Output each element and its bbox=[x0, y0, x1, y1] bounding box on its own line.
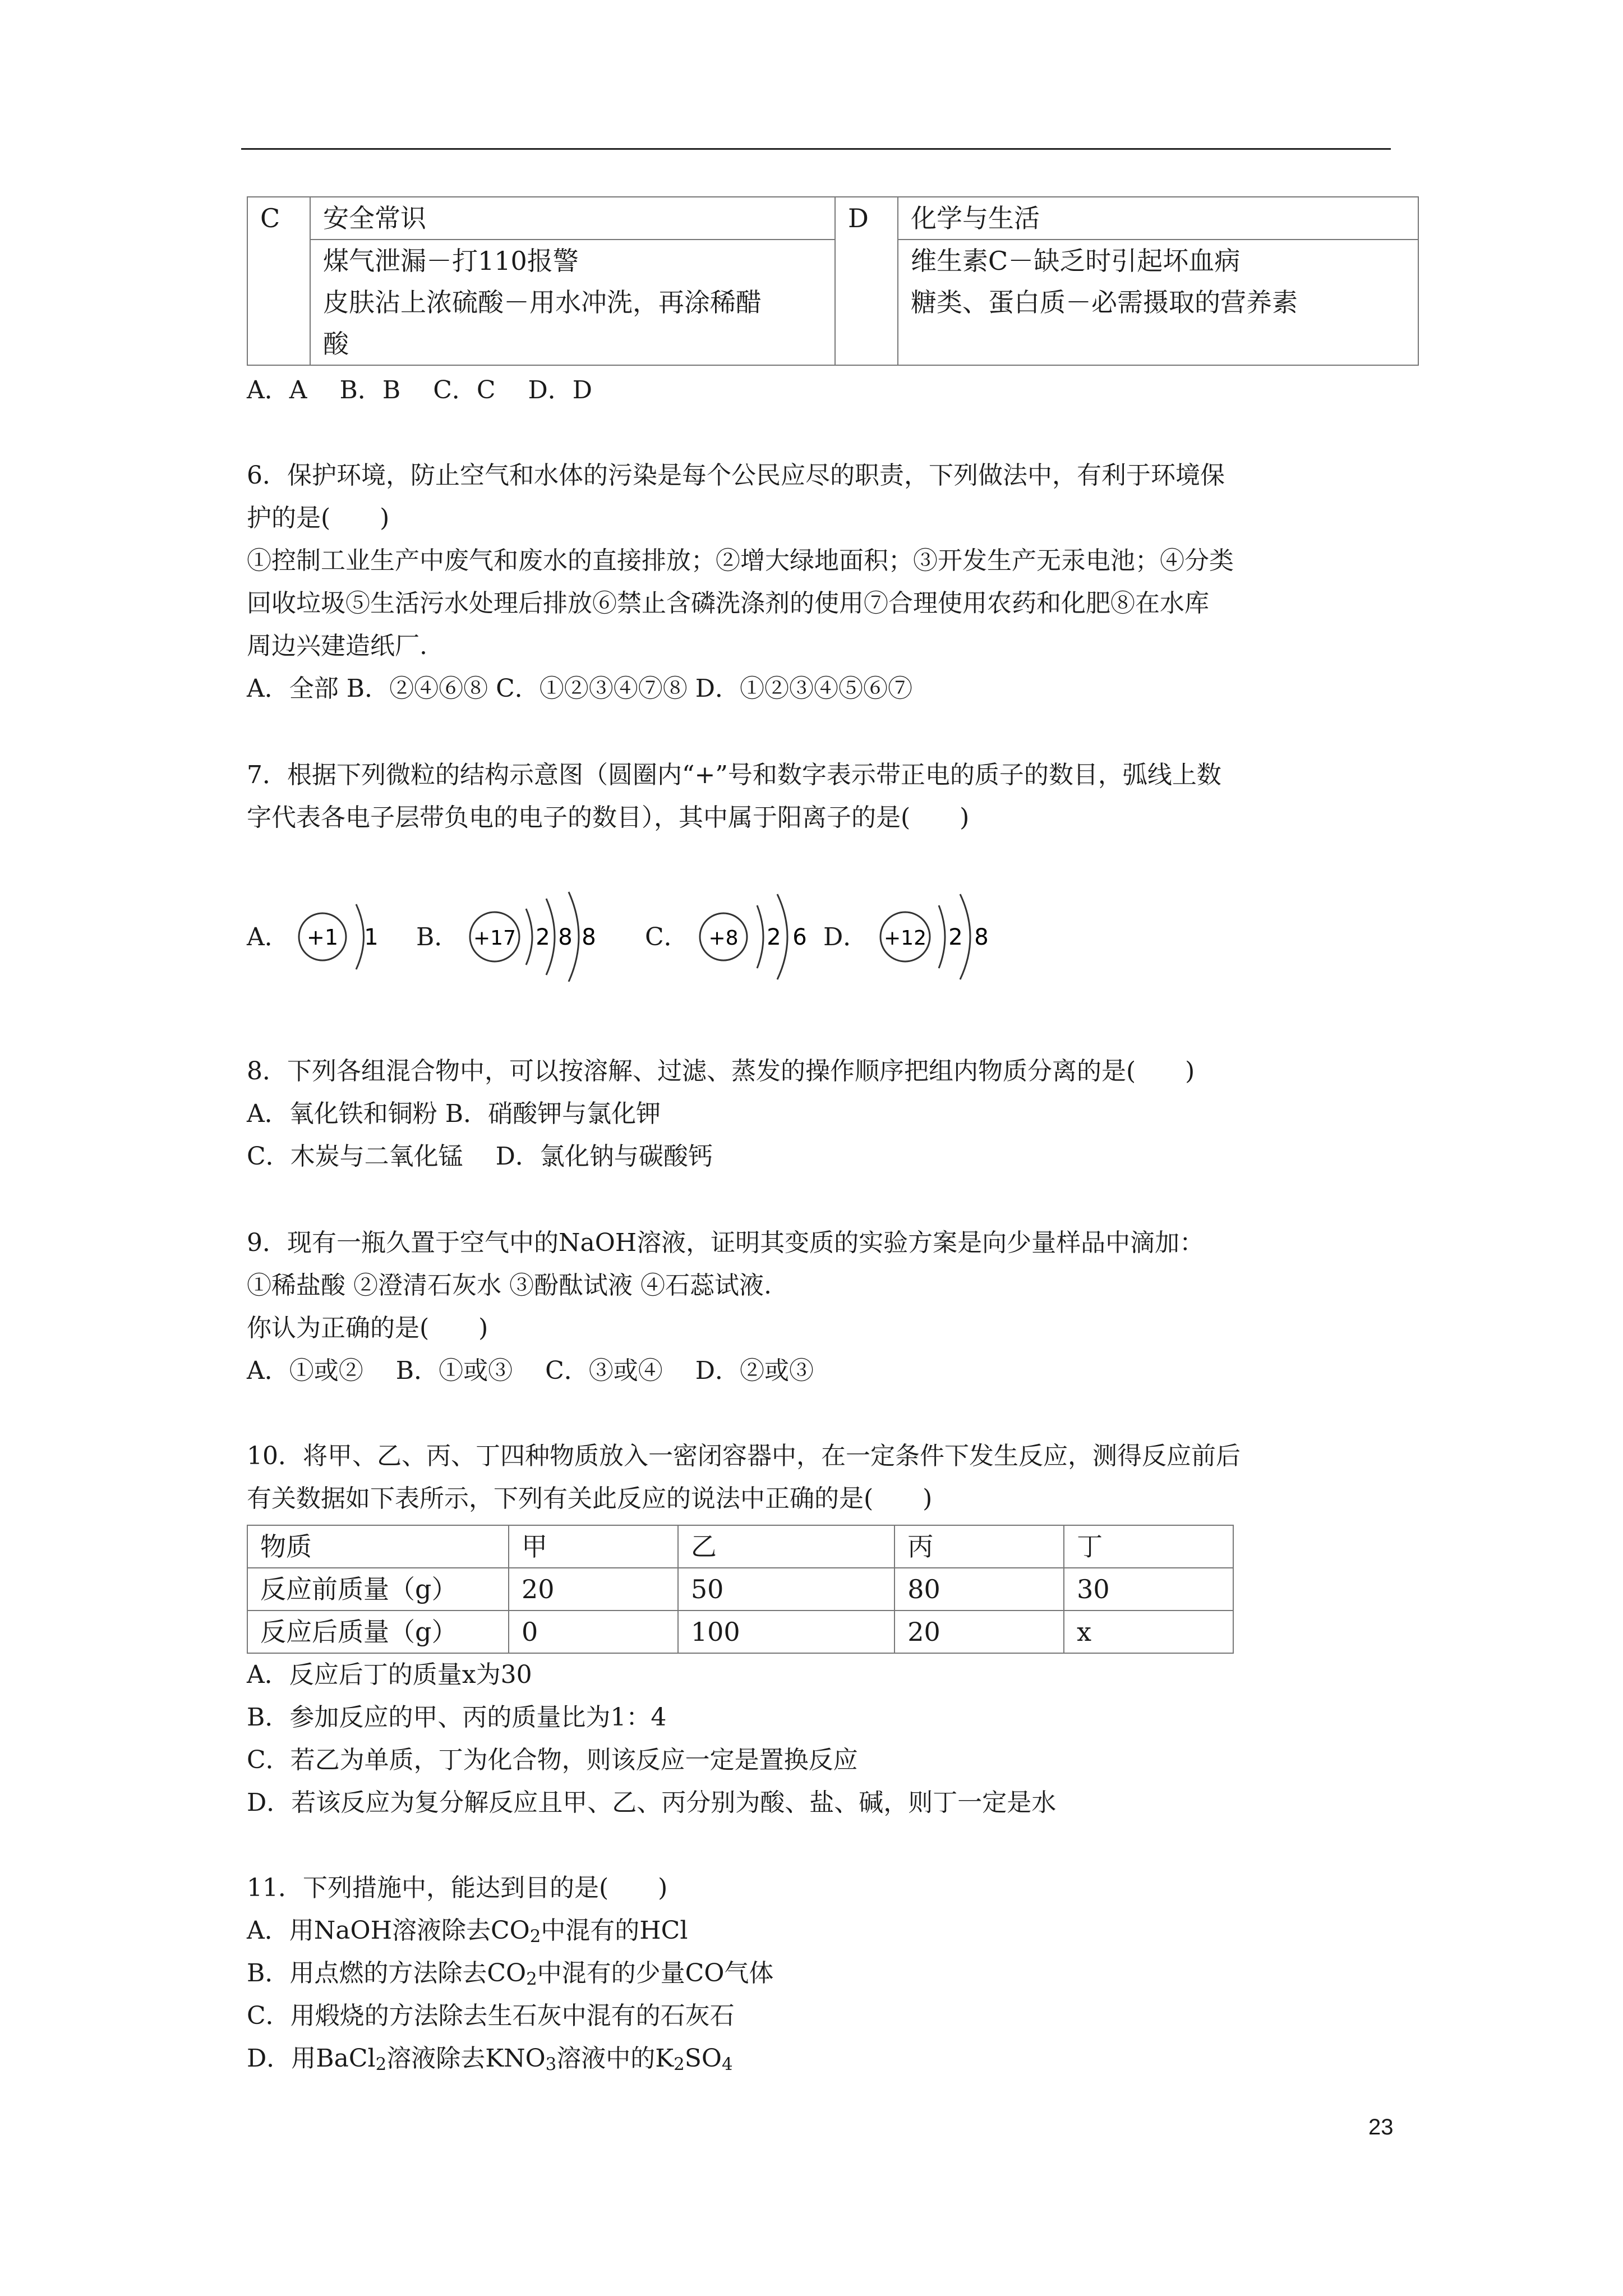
c-line: 皮肤沾上浓硫酸－用水冲洗，再涂稀醋 bbox=[323, 287, 762, 318]
q10-option: D．若该反应为复分解反应且甲、乙、丙分别为酸、盐、碱，则丁一定是水 bbox=[247, 1788, 1057, 1817]
shell-count: 6 bbox=[792, 924, 807, 950]
header-cell: 甲 bbox=[509, 1525, 678, 1568]
q10-option: B．参加反应的甲、丙的质量比为1：4 bbox=[247, 1703, 667, 1732]
table-cell: 50 bbox=[678, 1568, 895, 1611]
q8-options-cd: C．木炭与二氧化锰 D．氯化钠与碳酸钙 bbox=[247, 1142, 713, 1171]
cell-d-content bbox=[898, 240, 1418, 365]
shell-count: 2 bbox=[536, 924, 550, 950]
header-cell: 乙 bbox=[678, 1525, 895, 1568]
shell-count: 8 bbox=[558, 924, 573, 950]
q5-options: A．A B．B C．C D．D bbox=[247, 376, 593, 404]
q10-option: A．反应后丁的质量x为30 bbox=[247, 1660, 532, 1689]
table-cell: 反应前质量（g） bbox=[247, 1568, 509, 1611]
q11-option-d: D．用BaCl$_2$溶液除去$KNO_3$溶液中的$K_2SO_4$ bbox=[247, 2044, 733, 2074]
table-cell: x bbox=[1064, 1611, 1233, 1653]
q9-ask: 你认为正确的是( ) bbox=[247, 1314, 488, 1342]
cell-c-label: C bbox=[247, 197, 310, 365]
knowledge-table bbox=[247, 196, 1419, 366]
table-cell: 0 bbox=[509, 1611, 678, 1653]
nucleus-text: +1 bbox=[306, 925, 339, 950]
cell-d-label: D bbox=[835, 197, 898, 365]
header-cell: 物质 bbox=[247, 1525, 509, 1568]
diagram-label: B． bbox=[416, 923, 459, 951]
diagram-label: D． bbox=[823, 923, 868, 951]
table-row bbox=[247, 1611, 1233, 1653]
atom-b-svg bbox=[416, 886, 624, 982]
table-row bbox=[247, 1568, 1233, 1611]
table-header-row bbox=[247, 1525, 1233, 1568]
header-cell: 丙 bbox=[895, 1525, 1064, 1568]
atom-c-svg bbox=[645, 886, 830, 982]
q8-options-ab: A．氧化铁和铜粉 B．硝酸钾与氯化钾 bbox=[247, 1099, 661, 1128]
atom-diagram-b bbox=[416, 892, 624, 982]
table-cell: 反应后质量（g） bbox=[247, 1611, 509, 1653]
q6-detail-line: 周边兴建造纸厂. bbox=[247, 632, 427, 660]
shell-count: 1 bbox=[364, 924, 379, 950]
shell-count: 8 bbox=[974, 924, 989, 950]
table-cell: 30 bbox=[1064, 1568, 1233, 1611]
q6-options: A．全部 B．②④⑥⑧ C．①②③④⑦⑧ D．①②③④⑤⑥⑦ bbox=[247, 674, 913, 703]
q9-stem: 9．现有一瓶久置于空气中的NaOH溶液，证明其变质的实验方案是向少量样品中滴加： bbox=[247, 1228, 1205, 1257]
q11-stem: 11．下列措施中，能达到目的是( ) bbox=[247, 1874, 668, 1902]
diagram-label: C． bbox=[645, 923, 689, 951]
q10-stem-line: 有关数据如下表所示，下列有关此反应的说法中正确的是( ) bbox=[247, 1484, 933, 1513]
cell-c-title: 安全常识 bbox=[310, 197, 835, 240]
q6-detail-line: 回收垃圾⑤生活污水处理后排放⑥禁止含磷洗涤剂的使用⑦合理使用农药和化肥⑧在水库 bbox=[247, 589, 1209, 618]
page-number: 23 bbox=[1368, 2115, 1394, 2139]
mass-table bbox=[247, 1525, 1234, 1654]
shell-count: 2 bbox=[948, 924, 963, 950]
table-cell: 100 bbox=[678, 1611, 895, 1653]
q8-stem: 8．下列各组混合物中，可以按溶解、过滤、蒸发的操作顺序把组内物质分离的是( ) bbox=[247, 1057, 1195, 1085]
header-rule bbox=[241, 148, 1391, 150]
diagram-label: A． bbox=[247, 923, 289, 951]
table-cell: 20 bbox=[895, 1611, 1064, 1653]
shell-count: 2 bbox=[767, 924, 781, 950]
q7-stem-line: 7．根据下列微粒的结构示意图（圆圈内“+”号和数字表示带正电的质子的数目，弧线上数 bbox=[247, 761, 1221, 789]
q11-option-b: B．用点燃的方法除去$CO_2$中混有的少量CO气体 bbox=[247, 1959, 774, 1989]
atom-d-svg bbox=[823, 886, 1025, 982]
cell-c-content bbox=[310, 240, 835, 365]
c-line: 煤气泄漏－打110报警 bbox=[323, 246, 579, 276]
c-line: 酸 bbox=[323, 329, 349, 359]
shell-count: 8 bbox=[582, 924, 596, 950]
table-cell: 80 bbox=[895, 1568, 1064, 1611]
nucleus-text: +12 bbox=[884, 927, 926, 950]
q6-detail-line: ①控制工业生产中废气和废水的直接排放；②增大绿地面积；③开发生产无汞电池；④分类 bbox=[247, 546, 1234, 575]
d-line: 维生素C－缺乏时引起坏血病 bbox=[911, 246, 1241, 276]
header-cell: 丁 bbox=[1064, 1525, 1233, 1568]
q6-stem-line: 6．保护环境，防止空气和水体的污染是每个公民应尽的职责，下列做法中，有利于环境保 bbox=[247, 461, 1225, 490]
q6-stem-line: 护的是( ) bbox=[247, 504, 390, 532]
q10-option: C．若乙为单质，丁为化合物，则该反应一定是置换反应 bbox=[247, 1746, 858, 1774]
q7-stem-line: 字代表各电子层带负电的电子的数目），其中属于阳离子的是( ) bbox=[247, 803, 970, 832]
q10-stem-line: 10．将甲、乙、丙、丁四种物质放入一密闭容器中，在一定条件下发生反应，测得反应前后 bbox=[247, 1442, 1241, 1470]
table-cell: 20 bbox=[509, 1568, 678, 1611]
atom-a-svg bbox=[247, 892, 415, 982]
nucleus-text: +8 bbox=[708, 927, 739, 950]
q9-reagents: ①稀盐酸 ②澄清石灰水 ③酚酞试液 ④石蕊试液. bbox=[247, 1271, 772, 1300]
d-line: 糖类、蛋白质－必需摄取的营养素 bbox=[911, 287, 1298, 318]
cell-d-title: 化学与生活 bbox=[898, 197, 1418, 240]
q11-option-a: A．用NaOH溶液除去$CO_2$中混有的HCl bbox=[247, 1916, 688, 1947]
nucleus-text: +17 bbox=[473, 927, 516, 950]
atom-diagram-d bbox=[823, 892, 1025, 982]
atom-diagram-c bbox=[645, 892, 830, 982]
q9-options: A．①或② B．①或③ C．③或④ D．②或③ bbox=[247, 1356, 814, 1385]
atom-diagram-a bbox=[247, 892, 415, 982]
q11-option-c: C．用煅烧的方法除去生石灰中混有的石灰石 bbox=[247, 2001, 735, 2030]
